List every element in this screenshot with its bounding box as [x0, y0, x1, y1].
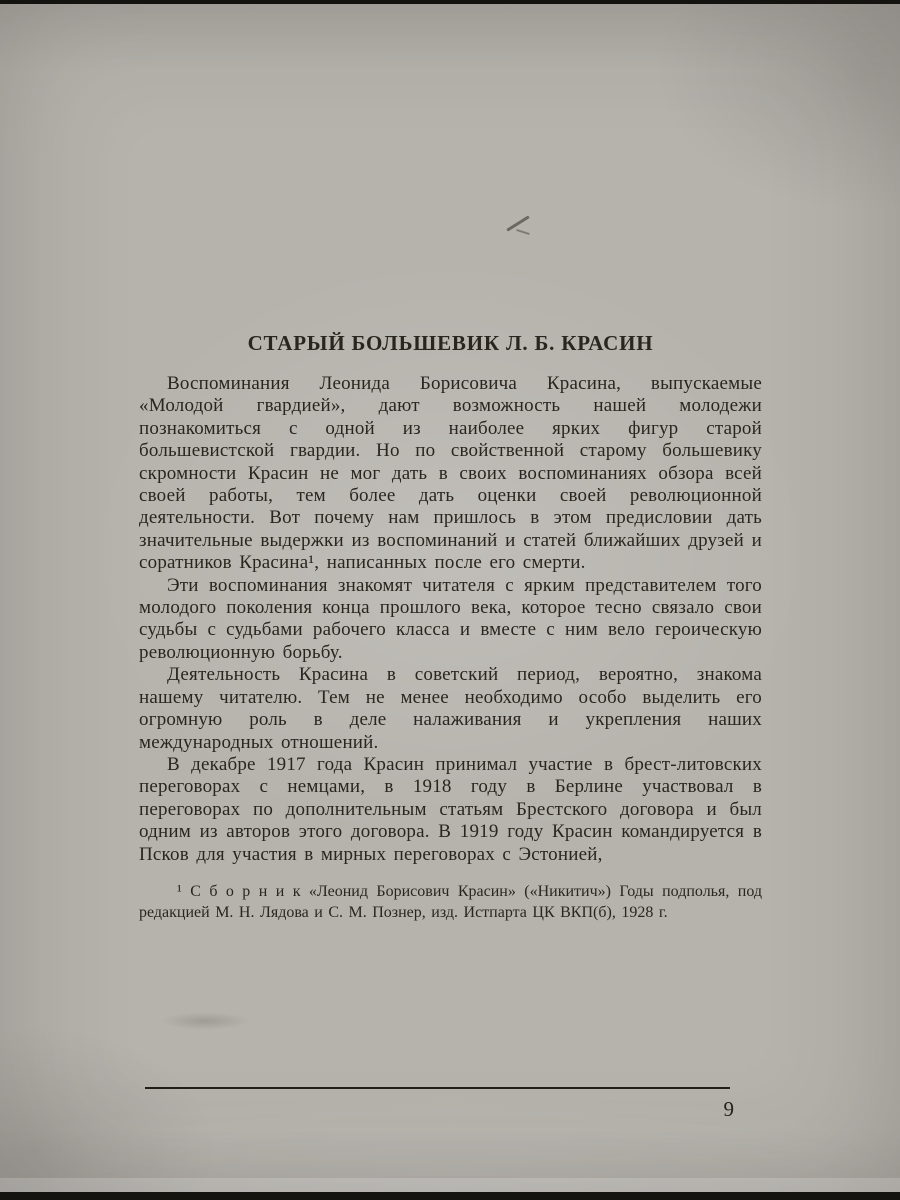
scan-edge-bottom-highlight	[0, 1178, 900, 1192]
scan-artifact	[516, 229, 530, 235]
paragraph: Эти воспоминания знакомят читателя с ярким представителем того молодого поколения конца прошлого века, которое тесно связало свои судьбы с судьбами рабочего класса и вместе с ним вело героическую революционную борьбу.	[139, 574, 762, 663]
page-number: 9	[723, 1097, 734, 1121]
paragraph: В декабре 1917 года Красин принимал участие в брест-литовских переговорах с немцами, в 1918 году в Берлине участвовал в переговорах по дополнительным статьям Брестского договора и был одним из авторов этого договора. В 1919 году Красин командируется в Псков для участия в мирных переговорах с Эстонией,	[139, 753, 762, 865]
page-title: СТАРЫЙ БОЛЬШЕВИК Л. Б. КРАСИН	[247, 331, 654, 355]
footnote: ¹ С б о р н и к «Леонид Борисович Красин» («Никитич») Годы подполья, под редакцией М. Н. Лядова и С. М. Познер, изд. Истпарта ЦК ВКП(б), 1928 г.	[139, 882, 762, 921]
page-content	[139, 330, 762, 923]
body-text	[139, 373, 762, 866]
footer-rule	[145, 1087, 730, 1089]
paragraph: Деятельность Красина в советский период, вероятно, знакома нашему читателю. Тем не менее необходимо особо выделить его огромную роль в деле налаживания и укрепления наших международных отношений.	[139, 664, 762, 753]
scan-artifact	[160, 1012, 250, 1030]
scan-edge-bottom	[0, 1192, 900, 1200]
scan-edge-top	[0, 0, 900, 4]
paragraph: Воспоминания Леонида Борисовича Красина, выпускаемые «Молодой гвардией», дают возможность нашей молодежи познакомиться с одной из наиболее ярких фигур старой большевистской гвардии. Но по свойственной старому большевику скромности Красин не мог дать в своих воспоминаниях обзора всей своей работы, тем более дать оценки своей революционной деятельности. Вот почему нам пришлось в этом предисловии дать значительные выдержки из воспоминаний и статей ближайших друзей и соратников Красина¹, написанных после его смерти.	[139, 373, 762, 574]
